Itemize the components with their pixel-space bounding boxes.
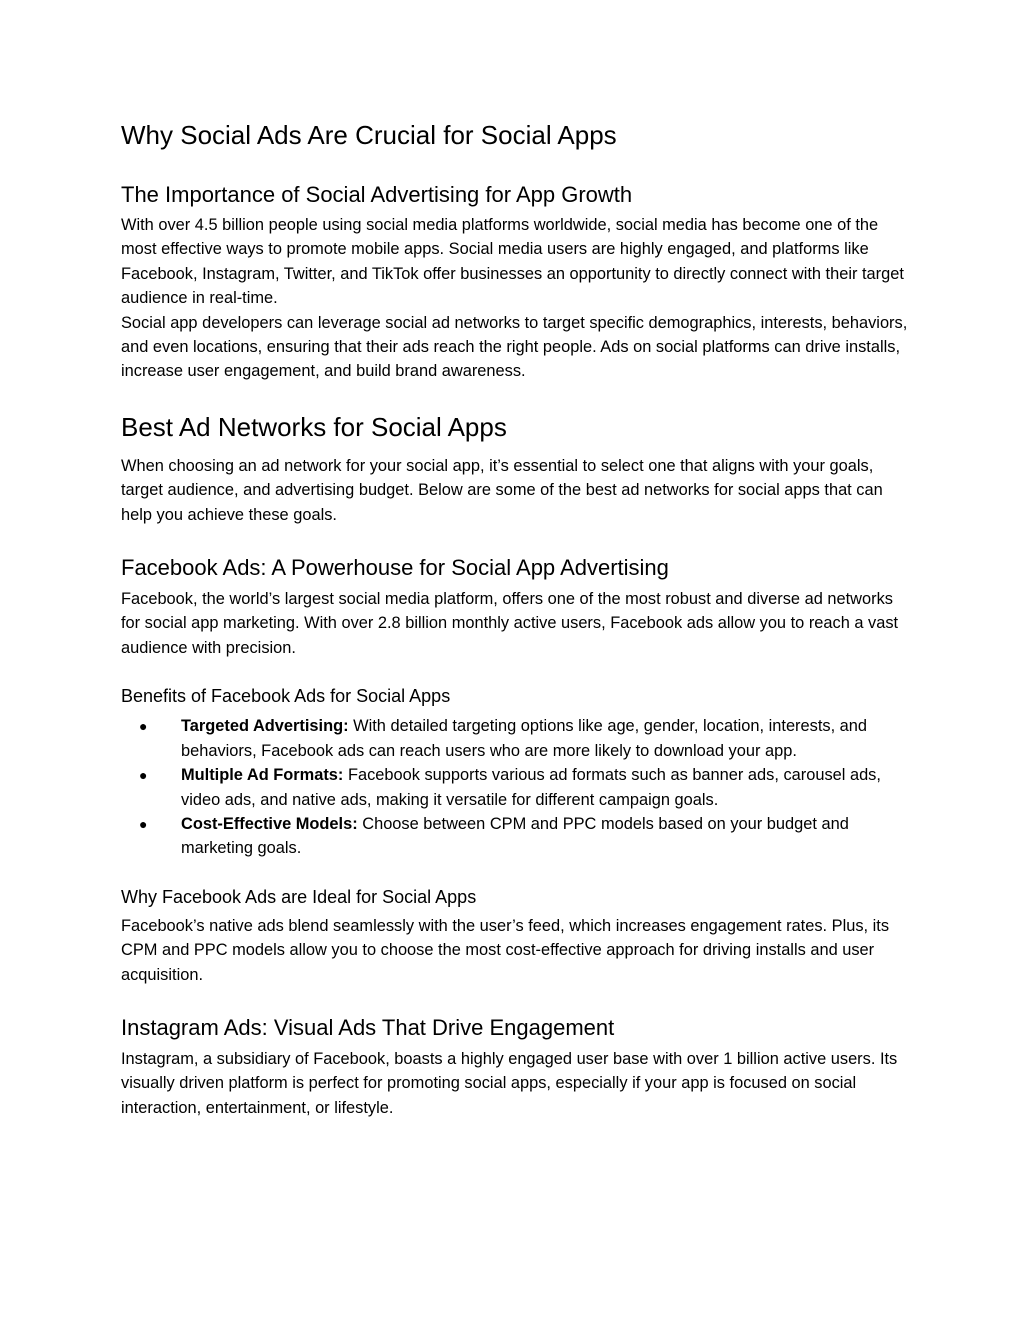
benefit-text: Facebook supports various ad formats such as banner ads, carousel ads, video ads, and native ads, making it versatile for different campaign goals. bbox=[181, 766, 881, 809]
instagram-heading: Instagram Ads: Visual Ads That Drive Engagement bbox=[121, 1014, 615, 1040]
document-title: Why Social Ads Are Crucial for Social Apps bbox=[121, 120, 617, 150]
benefit-label: Multiple Ad Formats: bbox=[181, 766, 344, 785]
list-item bbox=[121, 763, 911, 812]
list-item bbox=[121, 812, 911, 861]
importance-paragraph-2: Social app developers can leverage social ad networks to target specific demographics, interests, behaviors, and even locations, ensuring that their ads reach the right people. Ads on social platforms can drive installs, increase user engagement, and build brand awareness. bbox=[121, 313, 908, 381]
bullet-icon: ● bbox=[139, 767, 148, 784]
facebook-ideal-heading: Why Facebook Ads are Ideal for Social Apps bbox=[121, 886, 477, 907]
document-page bbox=[121, 118, 911, 1120]
importance-paragraph-1: With over 4.5 billion people using social media platforms worldwide, social media has become one of the most effective ways to promote mobile apps. Social media users are highly engaged, and platforms like Facebook, Instagram, Twitter, and TikTok offer businesses an opportunity to directly connect with their target audience in real-time. bbox=[121, 216, 904, 308]
bullet-icon: ● bbox=[139, 718, 148, 735]
benefit-text: Choose between CPM and PPC models based on your budget and marketing goals. bbox=[181, 814, 849, 858]
list-item bbox=[121, 714, 911, 763]
benefit-label: Cost-Effective Models: bbox=[181, 814, 358, 833]
importance-heading: The Importance of Social Advertising for App Growth bbox=[121, 182, 633, 207]
facebook-heading: Facebook Ads: A Powerhouse for Social App Advertising bbox=[121, 555, 669, 581]
bullet-icon: ● bbox=[139, 815, 148, 832]
best-networks-paragraph: When choosing an ad network for your social app, it’s essential to select one that aligns with your goals, target audience, and advertising budget. Below are some of the best ad networks for social apps that can help you achieve these goals. bbox=[121, 456, 883, 524]
facebook-ideal-paragraph: Facebook’s native ads blend seamlessly with the user’s feed, which increases engagement rates. Plus, its CPM and PPC models allow you to choose the most cost-effective approach for driving installs and user acquisition. bbox=[121, 916, 890, 984]
benefit-label: Targeted Advertising: bbox=[181, 717, 349, 736]
facebook-benefits-heading: Benefits of Facebook Ads for Social Apps bbox=[121, 686, 451, 707]
facebook-benefits-list bbox=[121, 714, 911, 860]
instagram-paragraph: Instagram, a subsidiary of Facebook, boasts a highly engaged user base with over 1 billion active users. Its visually driven platform is perfect for promoting social apps, especially if your app is focused on social interaction, entertainment, or lifestyle. bbox=[121, 1049, 898, 1117]
facebook-paragraph: Facebook, the world’s largest social media platform, offers one of the most robust and diverse ad networks for social app marketing. With over 2.8 billion monthly active users, Facebook ads allow you to reach a vast audience with precision. bbox=[121, 590, 899, 657]
benefit-text: With detailed targeting options like age, gender, location, interests, and behaviors, Facebook ads can reach users who are more likely to download your app. bbox=[181, 717, 868, 760]
best-networks-heading: Best Ad Networks for Social Apps bbox=[121, 411, 507, 442]
